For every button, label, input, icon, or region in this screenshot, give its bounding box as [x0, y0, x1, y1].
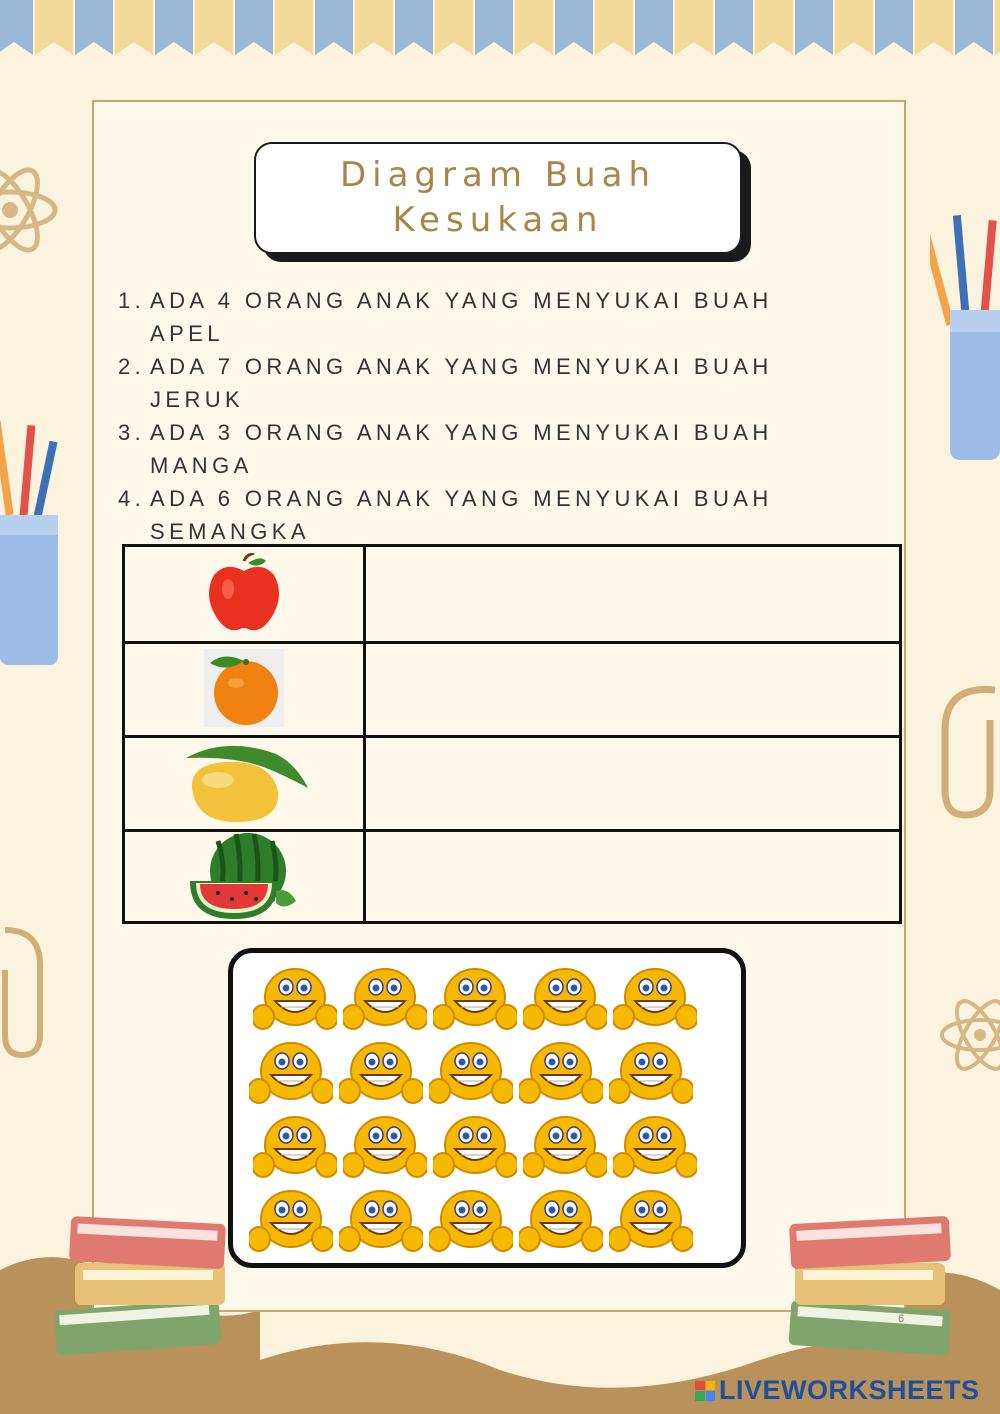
smiley-emoji-icon[interactable]: [609, 1039, 693, 1109]
bunting-flag: [555, 0, 593, 55]
statement-list: [118, 284, 838, 548]
pencil-cup-icon: [0, 420, 70, 665]
atom-icon: [0, 150, 70, 270]
bunting-flag: [835, 0, 873, 55]
statement-number: 2.: [118, 354, 146, 379]
smiley-emoji-icon[interactable]: [249, 1187, 333, 1257]
smiley-emoji-icon[interactable]: [253, 1113, 337, 1183]
bunting-flag: [595, 0, 633, 55]
smiley-emoji-icon[interactable]: [339, 1039, 423, 1109]
statement-number: 4.: [118, 486, 146, 511]
fruit-cell: [125, 641, 366, 735]
bunting-flag: [635, 0, 673, 55]
bunting-flag: [995, 0, 1000, 55]
answer-drop-zone[interactable]: [366, 735, 899, 829]
statement-item: [118, 416, 838, 482]
fruit-cell: [125, 735, 366, 829]
page-number: 6: [898, 1313, 905, 1325]
bunting-flag: [795, 0, 833, 55]
smiley-emoji-icon[interactable]: [343, 965, 427, 1035]
bunting-flag: [235, 0, 273, 55]
statement-text: ADA 4 ORANG ANAK YANG MENYUKAI BUAH APEL: [150, 288, 773, 346]
smiley-emoji-icon[interactable]: [249, 1039, 333, 1109]
books-left-icon: [55, 1215, 230, 1360]
table-row-apple: [125, 547, 899, 644]
bunting-flag: [435, 0, 473, 55]
bunting-flag: [0, 0, 33, 55]
bunting-flag: [395, 0, 433, 55]
bunting-flag: [875, 0, 913, 55]
fruit-cell: [125, 547, 366, 641]
smiley-emoji-icon[interactable]: [429, 1039, 513, 1109]
apple-icon: [204, 553, 284, 635]
smiley-emoji-icon[interactable]: [343, 1113, 427, 1183]
smiley-emoji-icon[interactable]: [523, 965, 607, 1035]
smiley-emoji-icon[interactable]: [339, 1187, 423, 1257]
smiley-emoji-icon[interactable]: [613, 965, 697, 1035]
smiley-emoji-icon[interactable]: [429, 1187, 513, 1257]
statement-item: [118, 350, 838, 416]
answer-drop-zone[interactable]: [366, 547, 899, 641]
smiley-emoji-icon[interactable]: [253, 965, 337, 1035]
table-row-watermelon: [125, 829, 899, 923]
books-right-icon: [785, 1215, 960, 1360]
smiley-emoji-icon[interactable]: [523, 1113, 607, 1183]
brand-text: LIVEWORKSHEETS: [719, 1375, 980, 1405]
fruit-pictograph-table: [122, 544, 902, 924]
answer-drop-zone[interactable]: [366, 829, 899, 923]
answer-drop-zone[interactable]: [366, 641, 899, 735]
table-row-mango: [125, 735, 899, 832]
mango-icon: [176, 740, 312, 824]
statement-number: 1.: [118, 288, 146, 313]
bunting-flag: [515, 0, 553, 55]
table-row-orange: [125, 641, 899, 738]
bunting-flag: [115, 0, 153, 55]
bunting-flag: [195, 0, 233, 55]
title-line-1: Diagram Buah: [339, 155, 657, 195]
smiley-emoji-icon[interactable]: [433, 1113, 517, 1183]
bunting-flag: [155, 0, 193, 55]
statement-number: 3.: [118, 420, 146, 445]
bunting-flag: [675, 0, 713, 55]
emoji-tray: [228, 948, 746, 1268]
smiley-emoji-icon[interactable]: [519, 1187, 603, 1257]
title-line-2: Kesukaan: [392, 200, 604, 240]
bunting-flag: [355, 0, 393, 55]
watermelon-icon: [188, 831, 300, 921]
bunting-flag: [75, 0, 113, 55]
bunting-flag: [715, 0, 753, 55]
bunting-flag: [275, 0, 313, 55]
bunting-decoration: [0, 0, 1000, 70]
liveworksheets-icon: [695, 1381, 715, 1401]
smiley-emoji-icon[interactable]: [609, 1187, 693, 1257]
statement-item: [118, 482, 838, 548]
statement-text: ADA 6 ORANG ANAK YANG MENYUKAI BUAH SEMANGKA: [150, 486, 773, 544]
smiley-emoji-icon[interactable]: [519, 1039, 603, 1109]
bunting-flag: [955, 0, 993, 55]
bunting-flag: [35, 0, 73, 55]
bunting-flag: [475, 0, 513, 55]
title-box: [254, 142, 742, 254]
atom-right-icon: [940, 985, 1000, 1085]
paperclip-right-icon: [935, 680, 1000, 820]
bunting-flag: [315, 0, 353, 55]
bunting-flag: [755, 0, 793, 55]
orange-icon: [202, 647, 286, 729]
smiley-emoji-icon[interactable]: [433, 965, 517, 1035]
statement-item: [118, 284, 838, 350]
pencil-cup-right-icon: [930, 210, 1000, 460]
statement-text: ADA 3 ORANG ANAK YANG MENYUKAI BUAH MANGA: [150, 420, 773, 478]
liveworksheets-logo: [695, 1375, 980, 1406]
statement-text: ADA 7 ORANG ANAK YANG MENYUKAI BUAH JERUK: [150, 354, 773, 412]
smiley-emoji-icon[interactable]: [613, 1113, 697, 1183]
bunting-flag: [915, 0, 953, 55]
paperclip-icon: [0, 920, 50, 1060]
fruit-cell: [125, 829, 366, 923]
